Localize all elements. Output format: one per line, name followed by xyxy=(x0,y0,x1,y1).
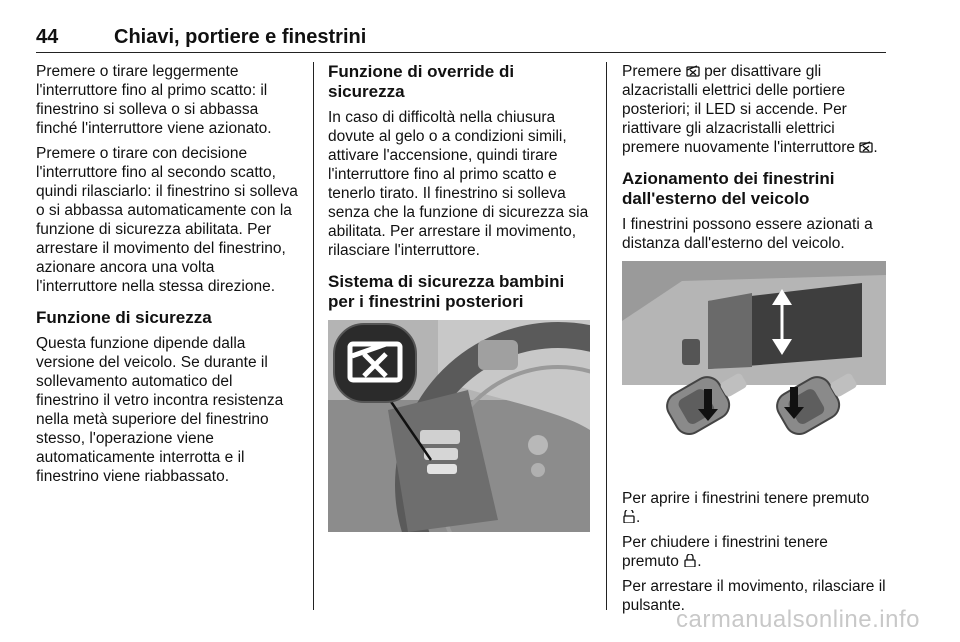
open-windows-text: Per aprire i finestrini tenere premuto xyxy=(622,490,870,507)
child-lock-text-1: Premere xyxy=(622,63,682,80)
paragraph-safety-function: Questa funzione dipende dalla versione del veicolo. Se durante il sollevamento automatico del finestrino il vetro incontra resistenza nella metà superiore del finestrino stesso, l'operazione viene automaticamente interrotta e il finestrino viene riabbassato. xyxy=(36,335,284,485)
paragraph-open-windows xyxy=(622,489,886,527)
lock-icon xyxy=(683,554,697,567)
page-header xyxy=(36,26,886,53)
page-number: 44 xyxy=(36,26,59,48)
child-lock-switch-illustration xyxy=(328,320,590,532)
watermark: carmanualsonline.info xyxy=(676,606,920,633)
column-divider-2 xyxy=(606,62,607,610)
paragraph-safety-override: In caso di difficoltà nella chiusura dovute al gelo o a condizioni simili, attivare l'accensione, quindi tirare l'interruttore fino al primo scatto e tenerlo tirato. Il finestrino si solleva senza che la funzione di sicurezza sia abilitata. Per arrestare il movimento, rilasciare l'interruttore. xyxy=(328,109,589,259)
column-1 xyxy=(36,62,298,492)
heading-child-safety: Sistema di sicurezza bambini per i finestrini posteriori xyxy=(328,272,565,311)
paragraph-child-lock xyxy=(622,62,886,157)
paragraph-remote-operation: I finestrini possono essere azionati a distanza dall'esterno del veicolo. xyxy=(622,216,873,252)
remote-window-illustration xyxy=(622,261,886,479)
open-windows-period: . xyxy=(636,509,641,526)
column-3 xyxy=(622,62,886,621)
close-windows-period: . xyxy=(697,553,702,570)
child-lock-text-2: per disattivare gli alzacristalli elettrici delle portiere posteriori; il LED si accende. Per riattivare gli alzacristalli elettrici premere nuovamente l'interruttore xyxy=(622,63,855,156)
child-lock-icon xyxy=(859,140,873,153)
paragraph-manual-operation: Premere o tirare leggermente l'interruttore fino al primo scatto: il finestrino si solleva o si abbassa finché l'interruttore viene azionato. xyxy=(36,63,272,137)
column-2 xyxy=(328,62,590,542)
paragraph-close-windows xyxy=(622,533,886,571)
chapter-title: Chiavi, portiere e finestrini xyxy=(114,26,367,48)
column-divider-1 xyxy=(313,62,314,610)
heading-safety-override: Funzione di override di sicurezza xyxy=(328,62,515,101)
heading-remote-operation: Azionamento dei finestrini dall'esterno del veicolo xyxy=(622,169,835,208)
child-lock-icon xyxy=(686,64,700,77)
child-lock-text-3: . xyxy=(873,139,878,156)
unlock-icon xyxy=(622,510,636,523)
paragraph-automatic-operation: Premere o tirare con decisione l'interruttore fino al secondo scatto, quindi rilasciarlo: il finestrino si solleva o si abbassa automaticamente con la funzione di sicurezza abilitata. Per arrestare il movimento del finestrino, azionare ancora una volta l'interruttore nella stessa direzione. xyxy=(36,145,298,295)
heading-safety-function: Funzione di sicurezza xyxy=(36,308,212,327)
paragraph-stop-movement: Per arrestare il movimento, rilasciare il pulsante. xyxy=(622,578,886,614)
close-windows-text: Per chiudere i finestrini tenere premuto xyxy=(622,534,828,570)
